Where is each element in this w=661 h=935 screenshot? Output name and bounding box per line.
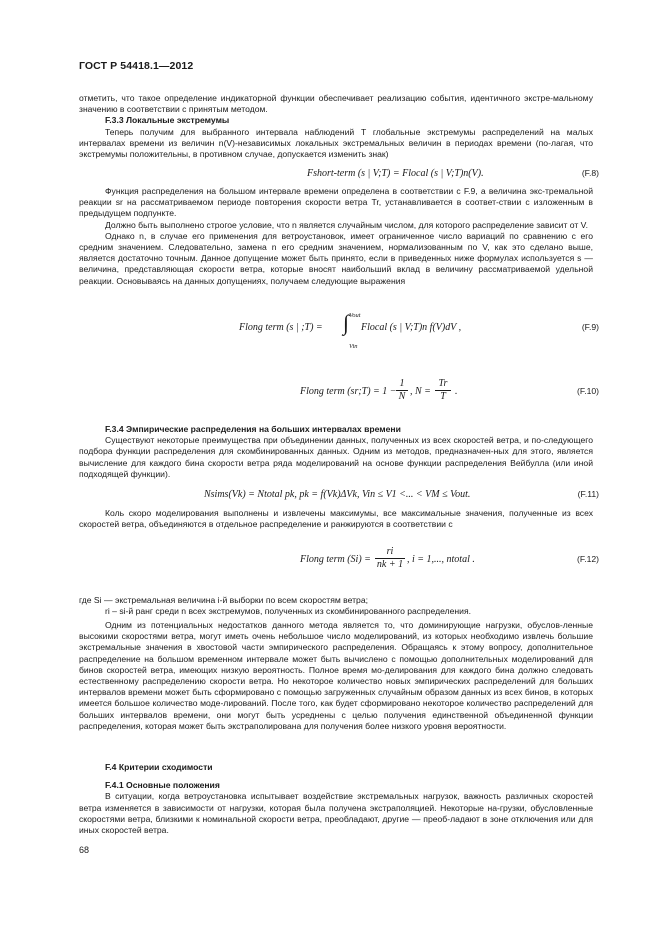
paragraph-f33-3: Должно быть выполнено строгое условие, что n является случайным числом, для которого распределение зависит от V.	[105, 219, 589, 230]
paragraph-f34-3: Одним из потенциальных недостатков данного метода является то, что доминирующие нагрузки, обуслов-ленные высокими скоростями ветра, могут иметь очень небольшое число моделирований, из которых необходимо извлечь большие экстремальные значения в хвостовой части эмпирического распределения. Обращаясь к этому вопросу, дополнительное распределение на большом временном интервале может быть вычислено с помощью дополнительных моделирований для бинов скоростей ветра, имеющих низкую вероятность. Полное время мо-делирования для каждого бина должно следовать естественному распределению скорости ветра. Но некоторое количество новых эмпирических распределений для больших интервалов времени может быть сформировано с помощью загруженных случайным образом данных из всех бинов, в которых имеется большое количество моде-лирований. После того, как будет сформировано некоторое количество распределений для больших интервалов времени, они могут быть усреднены с целью получения единственной объединенной функции распределения, которая может быть экстраполирована для получения более низкого уровня вероятности.	[79, 620, 593, 731]
where-block	[79, 595, 593, 617]
paragraph-f33-4: Однако n, в случае его применения для ветроустановок, имеет ограниченное число вариаций по сравнению с его средним значением. Следовательно, замена n его средним значением, нормализованным по V, как это сделано выше, является достаточно точным. Данное допущение может быть принято, если в приведенных ниже формулах используется s — величина, представляющая скорости ветра, которые вносят наибольший вклад в величину рассматриваемой удельной реакции. Основываясь на данных допущениях, получаем следующие выражения	[79, 230, 593, 286]
paragraph-f33-2: Функция распределения на большом интервале времени определена в соответствии с F.9, а величина экс-тремальной реакции sr на рассматриваемом периоде повторения скорости ветра Tr, устанавливается в соответ-ствии с изложенным в предыдущем подпункте.	[79, 186, 593, 219]
equation-f9-number: (F.9)	[581, 322, 599, 332]
document-header: ГОСТ Р 54418.1—2012	[79, 60, 194, 72]
equation-f11-formula: Nsims(Vk) = Ntotal pk, pk = f(Vk)ΔVk, Vin ≤ V1 <... < VM ≤ Vout.	[204, 489, 471, 500]
equation-f9-upper-limit: Vout	[349, 312, 361, 319]
paragraph-f34-2: Коль скоро моделирования выполнены и извлечены максимумы, все максимальные значения, полученные из всех скоростей ветра, объединяются в отдельное распределение и ранжируются в соответствии с	[79, 508, 593, 530]
equation-f12-frac-num: ri	[386, 546, 394, 557]
equation-f9-lhs: Flong term (s | ;T) =	[239, 322, 323, 333]
where-line-1: где Si — экстремальная величина i-й выборки по всем скоростям ветра;	[79, 595, 368, 605]
equation-f10-end: .	[455, 386, 458, 397]
equation-f8-number: (F.8)	[581, 168, 599, 178]
heading-f4: F.4 Критерии сходимости	[105, 762, 213, 772]
text-block-top	[79, 93, 593, 160]
equation-f10-frac1-num: 1	[399, 378, 405, 389]
equation-f10-frac2-den: T	[440, 391, 446, 402]
equation-f12-lhs: Flong term (Si) =	[300, 554, 371, 565]
equation-f9-lower-limit: Vin	[349, 343, 358, 350]
equation-f10-frac1-den: N	[398, 391, 406, 402]
equation-f10-frac2-num: Tr	[438, 378, 448, 389]
equation-f9-rhs: Flocal (s | V;T)n f(V)dV ,	[361, 322, 462, 333]
paragraph-intro: отметить, что такое определение индикаторной функции обеспечивает реализацию события, идентичного экстре-мальному значению в соответствии с принятым методом.	[79, 93, 593, 115]
equation-f8	[79, 168, 599, 184]
equation-f12	[79, 546, 599, 576]
page-number: 68	[79, 845, 90, 855]
paragraph-f41-1: В ситуации, когда ветроустановка испытывает воздействие экстремальных нагрузок, важность различных скоростей ветра изменяется в зависимости от нагрузки, которая была получена экстраполяцией. Некоторые на-грузки, обусловленные скоростями ветра, близкими к номинальной скорости ветра, преобладают, другие — преоб-ладают в зоне отключения или для иных скоростей ветра.	[79, 791, 593, 836]
equation-f10	[79, 378, 599, 408]
text-block-f33	[79, 186, 593, 287]
equation-f11	[79, 489, 599, 505]
heading-f33: F.3.3 Локальные экстремумы	[105, 115, 230, 126]
equation-f9	[79, 310, 599, 350]
equation-f11-number: (F.11)	[577, 489, 599, 499]
equation-f12-frac-den: nk + 1	[376, 559, 404, 570]
text-block-f34	[79, 424, 593, 480]
equation-f10-number: (F.10)	[577, 386, 599, 396]
paragraph-f34-1: Существуют некоторые преимущества при объединении данных, полученных из всех скоростей ветра, и по-следующего подбора функции распределения для скомбинированных данных. Одним из методов, предназначен-ных для этого, является вычисление для каждого бина скорости ветра ряда моделирований на основе функции распределения Вейбулла (или иной подходящей функции).	[79, 435, 593, 479]
text-block-f4	[79, 762, 593, 836]
equation-f10-lhs: Flong term (sr;T) = 1 −	[300, 386, 397, 397]
heading-f41: F.4.1 Основные положения	[105, 780, 220, 791]
text-block-f34-2	[79, 508, 593, 530]
where-line-2: ri – si-й ранг среди n всех экстремумов, полученных из скомбинированного распределения.	[105, 606, 472, 617]
equation-f8-formula: Fshort-term (s | V;T) = Flocal (s | V;T)n(V).	[307, 168, 484, 179]
equation-f12-rhs: , i = 1,..., ntotal .	[407, 554, 475, 565]
equation-f12-number: (F.12)	[577, 554, 599, 564]
heading-f34: F.3.4 Эмпирические распределения на больших интервалах времени	[105, 424, 401, 434]
paragraph-f33-1: Теперь получим для выбранного интервала наблюдений T глобальные экстремумы распределений на малых интервалах времени из величин n(V)-независимых локальных экстремальных величин в периодах времени (по-лагая, что экстремумы положительны, в противном случае, допускается изменить знак)	[79, 126, 593, 160]
integral-sign: ∫	[343, 310, 350, 335]
text-block-f34-3	[79, 620, 593, 732]
equation-f10-mid: , N =	[410, 386, 431, 397]
